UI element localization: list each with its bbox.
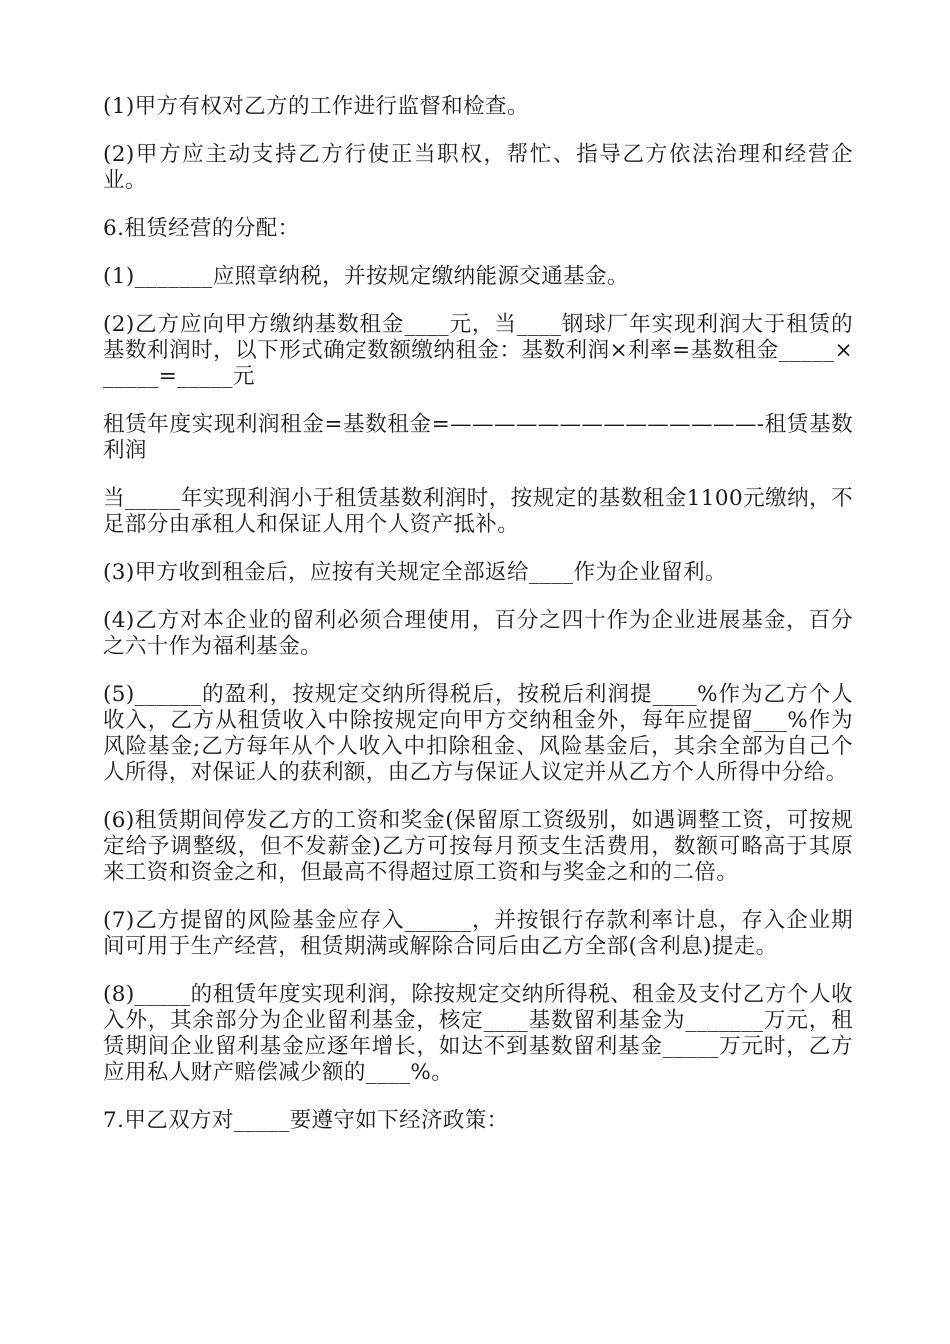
clause-rent-formula: 租赁年度实现利润租金=基数租金=——————————————-租赁基数利润 xyxy=(103,412,853,463)
clause-retained-profit-use: (4)乙方对本企业的留利必须合理使用，百分之四十作为企业进展基金，百分之六十作为福利基金。 xyxy=(103,608,853,659)
clause-rent-return: (3)甲方收到租金后，应按有关规定全部返给____作为企业留利。 xyxy=(103,560,727,585)
clause-base-rent: (2)乙方应向甲方缴纳基数租金____元，当____钢球厂年实现利润大于租赁的基数利润时，以下形式确定数额缴纳租金：基数利润×利率=基数租金_____×_____=_____元 xyxy=(103,312,853,389)
clause-risk-fund: (7)乙方提留的风险基金应存入______，并按银行存款利率计息，存入企业期间可用于生产经营，租赁期满或解除合同后由乙方全部(含利息)提走。 xyxy=(103,908,853,959)
clause-profit-distribution: (5)______的盈利，按规定交纳所得税后，按税后利润提____%作为乙方个人收入，乙方从租赁收入中除按规定向甲方交纳租金外，每年应提留___%作为风险基金;乙方每年从个人收入中扣除租金、风险基金后，其余全部为自己个人所得，对保证人的获利额，由乙方与保证人议定并从乙方个人所得中分给。 xyxy=(103,682,853,785)
section-heading-6: 6.租赁经营的分配： xyxy=(103,216,300,241)
clause-support: (2)甲方应主动支持乙方行使正当职权，帮忙、指导乙方依法治理和经营企业。 xyxy=(103,142,853,193)
clause-tax: (1)_______应照章纳税，并按规定缴纳能源交通基金。 xyxy=(103,264,629,289)
clause-salary-suspension: (6)租赁期间停发乙方的工资和奖金(保留原工资级别，如遇调整工资，可按规定给予调整级，但不发薪金)乙方可按每月预支生活费用，数额可略高于其原来工资和资金之和，但最高不得超过原工资和与奖金之和的二倍。 xyxy=(103,808,853,885)
section-heading-7: 7.甲乙双方对_____要遵守如下经济政策： xyxy=(103,1108,509,1133)
clause-retained-fund: (8)_____的租赁年度实现利润，除按规定交纳所得税、租金及支付乙方个人收入外，其余部分为企业留利基金，核定____基数留利基金为_______万元，租赁期间企业留利基金应逐年增长，如达不到基数留利基金_____万元时，乙方应用私人财产赔偿减少额的____%。 xyxy=(103,982,853,1085)
clause-shortfall: 当_____年实现利润小于租赁基数利润时，按规定的基数租金1100元缴纳，不足部分由承租人和保证人用个人资产抵补。 xyxy=(103,486,853,537)
document-body xyxy=(103,94,853,1156)
clause-supervision: (1)甲方有权对乙方的工作进行监督和检查。 xyxy=(103,94,529,119)
